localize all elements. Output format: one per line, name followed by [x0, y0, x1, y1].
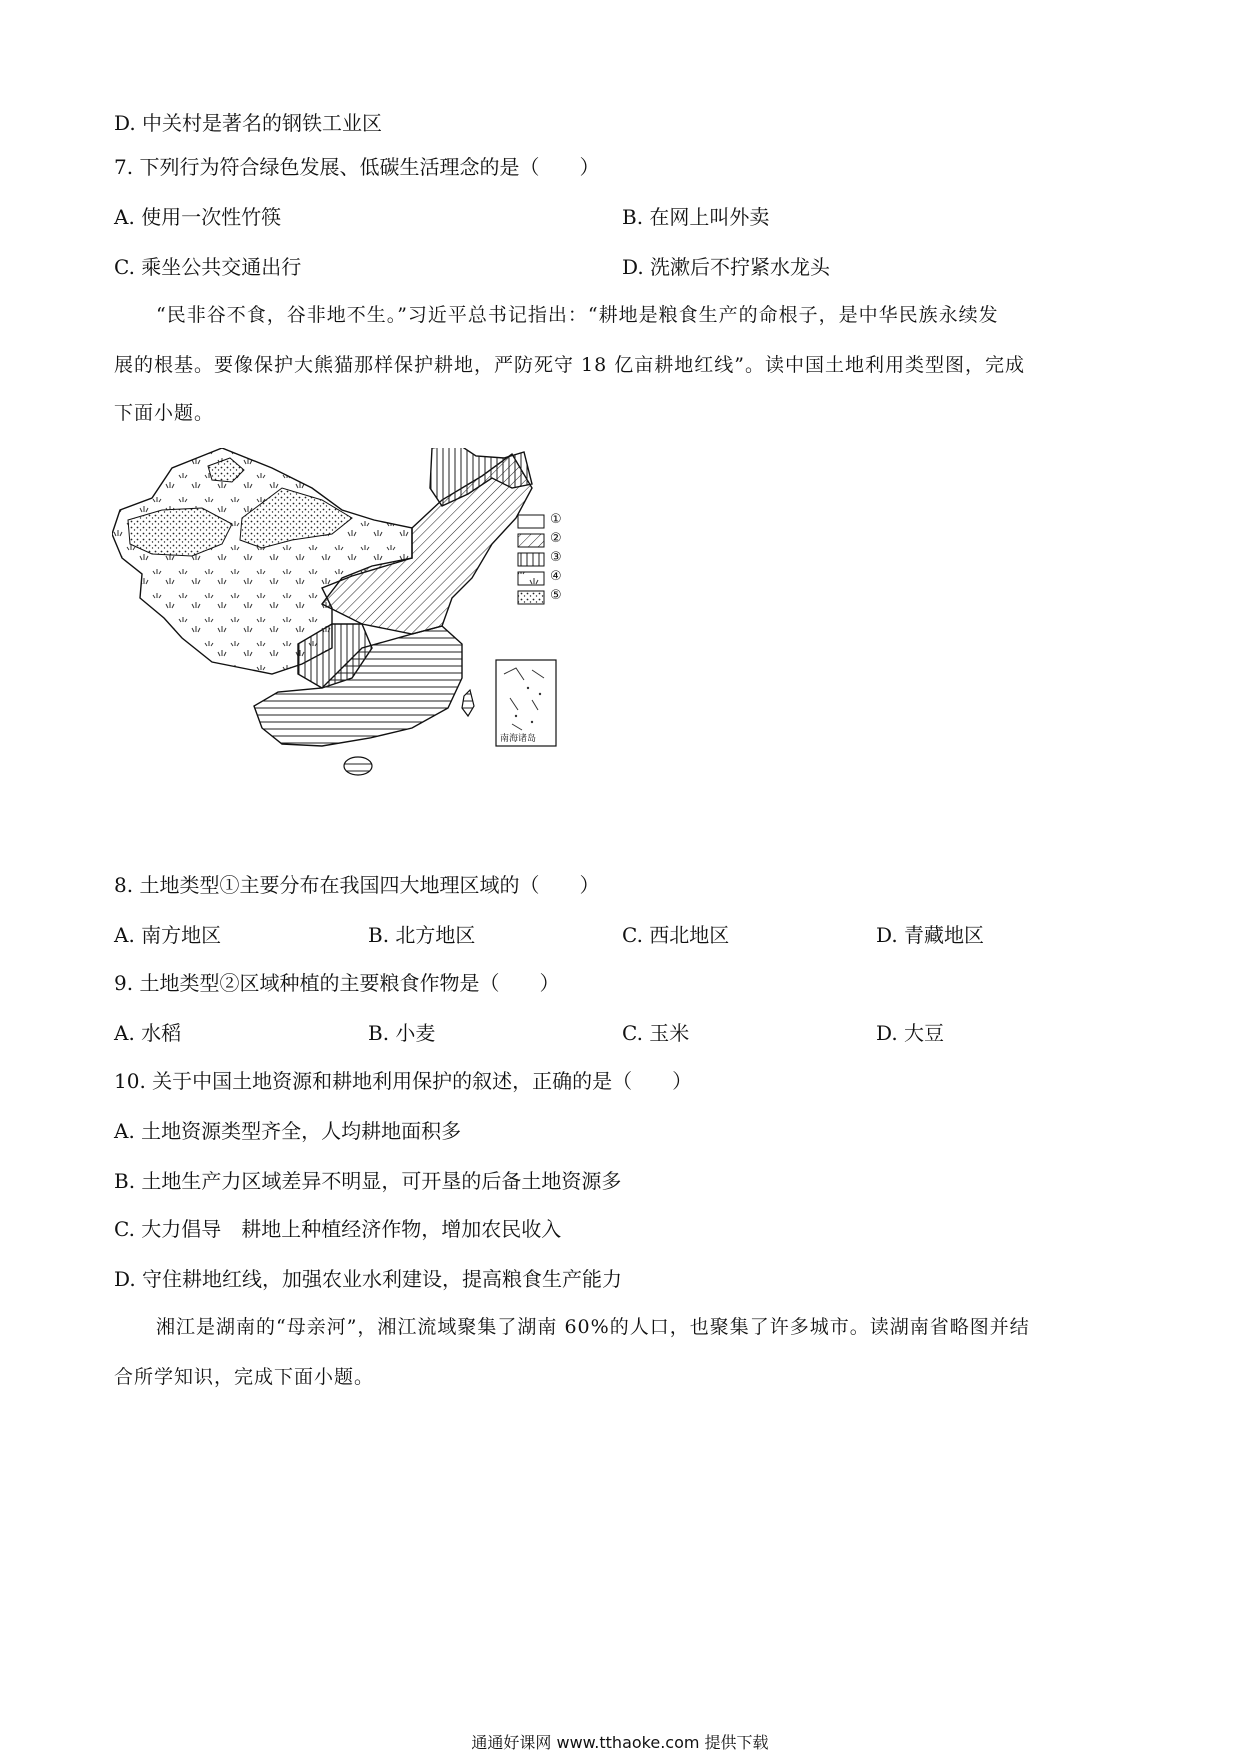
q7-option-b: B. 在网上叫外卖	[622, 205, 770, 229]
q8-option-c: C. 西北地区	[622, 923, 730, 947]
q9-stem: 9. 土地类型②区域种植的主要粮食作物是（ ）	[114, 971, 560, 995]
passage1-line2: 展的根基。要像保护大熊猫那样保护耕地，严防死守 18 亿亩耕地红线”。读中国土地利用类型图，完成	[114, 354, 1025, 376]
passage1-line3: 下面小题。	[114, 402, 215, 424]
legend-label-4: ④	[550, 569, 562, 584]
legend-label-1: ①	[550, 512, 562, 527]
map-legend	[518, 515, 544, 604]
q9-option-a: A. 水稻	[114, 1021, 182, 1045]
q10-option-a: A. 土地资源类型齐全，人均耕地面积多	[114, 1119, 462, 1143]
q7-option-d: D. 洗漱后不拧紧水龙头	[622, 255, 831, 279]
legend-label-2: ②	[550, 531, 562, 546]
legend-label-3: ③	[550, 550, 562, 565]
q8-option-d: D. 青藏地区	[876, 923, 985, 947]
q9-option-c: C. 玉米	[622, 1021, 690, 1045]
passage2-line2: 合所学知识，完成下面小题。	[114, 1366, 375, 1388]
page-footer: 通通好课网 www.tthaoke.com 提供下载	[471, 1733, 769, 1752]
q7-stem: 7. 下列行为符合绿色发展、低碳生活理念的是（ ）	[114, 155, 600, 179]
q7-option-a: A. 使用一次性竹筷	[114, 205, 282, 229]
q9-option-b: B. 小麦	[368, 1021, 436, 1045]
q9-option-d: D. 大豆	[876, 1021, 945, 1045]
q10-stem: 10. 关于中国土地资源和耕地利用保护的叙述，正确的是（ ）	[114, 1069, 693, 1093]
q6-option-d: D. 中关村是著名的钢铁工业区	[114, 111, 383, 135]
passage2-line1: 湘江是湖南的“母亲河”，湘江流域聚集了湖南 60%的人口，也聚集了许多城市。读湖南省略图并结	[156, 1316, 1030, 1338]
q10-option-c: C. 大力倡导 耕地上种植经济作物，增加农民收入	[114, 1217, 562, 1241]
taiwan-island	[462, 690, 474, 716]
passage1-line1: “民非谷不食，谷非地不生。”习近平总书记指出：“耕地是粮食生产的命根子，是中华民族永续发	[156, 304, 999, 326]
inset-label: 南海诸岛	[500, 734, 537, 744]
hainan-island	[344, 757, 372, 775]
q10-option-d: D. 守住耕地红线，加强农业水利建设，提高粮食生产能力	[114, 1267, 623, 1291]
china-land-use-map	[112, 448, 630, 846]
q8-option-b: B. 北方地区	[368, 923, 476, 947]
q8-stem: 8. 土地类型①主要分布在我国四大地理区域的（ ）	[114, 873, 600, 897]
q8-option-a: A. 南方地区	[114, 923, 222, 947]
legend-label-5: ⑤	[550, 588, 562, 603]
q7-option-c: C. 乘坐公共交通出行	[114, 255, 302, 279]
q10-option-b: B. 土地生产力区域差异不明显，可开垦的后备土地资源多	[114, 1169, 622, 1193]
